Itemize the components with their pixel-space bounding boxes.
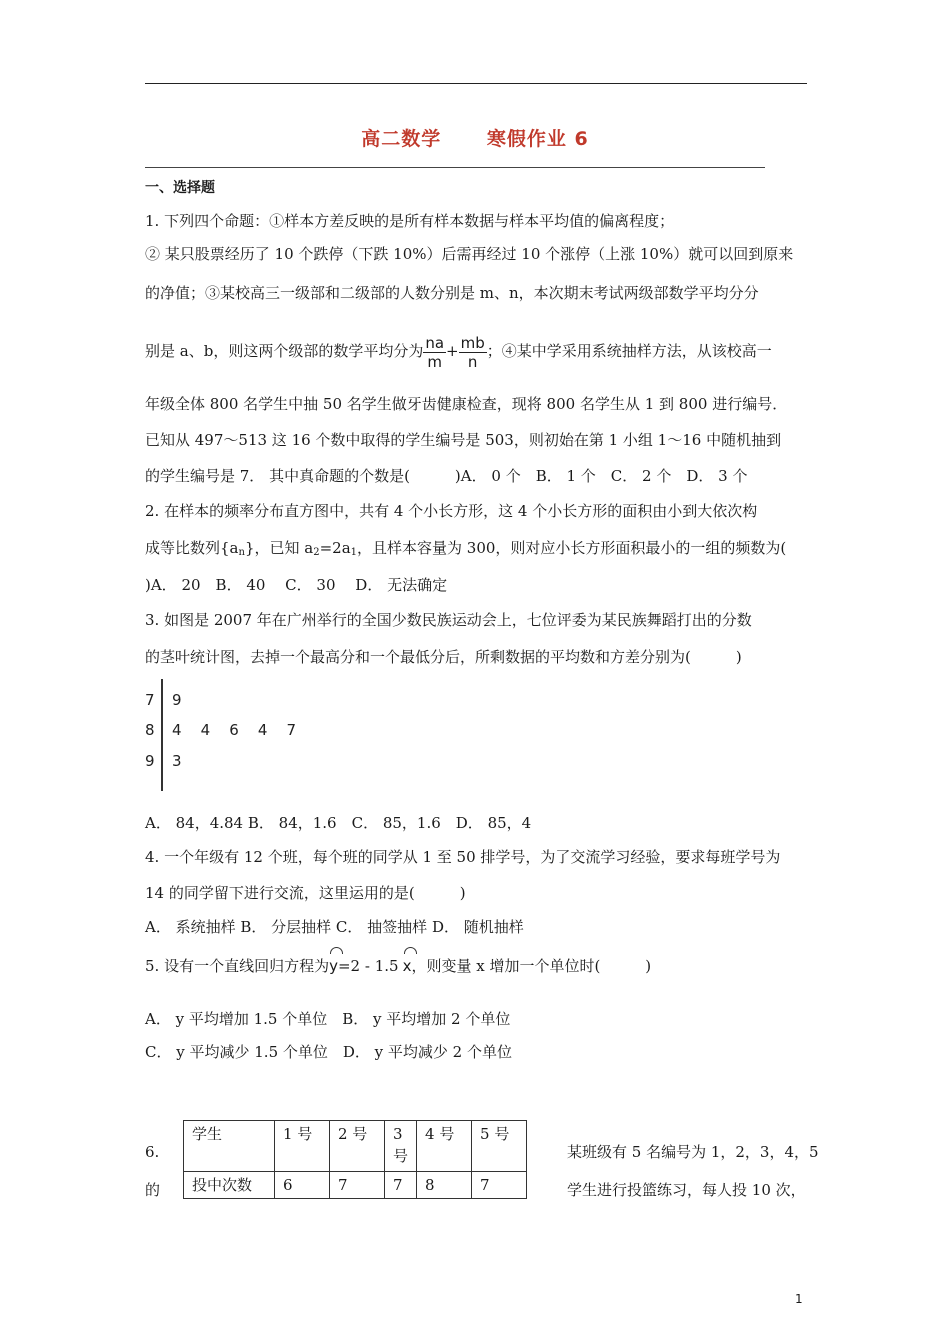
table-cell: 4 号 — [417, 1121, 472, 1172]
table-row — [184, 1121, 527, 1172]
q1-line-3: 的净值；③某校高三一级部和二级部的人数分别是 m、n，本次期末考试两级部数学平均分分 — [145, 284, 759, 302]
shooting-table — [183, 1120, 527, 1199]
q1-line-6: 已知从 497～513 这 16 个数中取得的学生编号是 503，则初始在第 1 小组 1～16 中随机抽到 — [145, 431, 782, 449]
stem-value: 7 — [145, 691, 155, 709]
q3-line-1: 3. 如图是 2007 年在广州举行的全国少数民族运动会上，七位评委为某民族舞蹈打出的分数 — [145, 611, 752, 629]
table-cell: 6 — [275, 1172, 330, 1199]
q5-options-cd: C． y 平均减少 1.5 个单位 D． y 平均减少 2 个单位 — [145, 1043, 512, 1061]
q2-text: ，且样本容量为 300，则对应小长方形面积最小的一组的频数为( — [357, 539, 787, 557]
title-underline — [145, 167, 765, 168]
table-cell: 3 号 — [385, 1121, 417, 1172]
table-cell: 7 — [330, 1172, 385, 1199]
q1-line-4-text-b: ；④某中学采用系统抽样方法，从该校高一 — [486, 342, 772, 360]
q4-line-2: 14 的同学留下进行交流，这里运用的是( ) — [145, 884, 466, 902]
fraction-denominator: n — [467, 352, 478, 371]
q5-text: =2 - 1.5 — [337, 957, 399, 975]
q2-line-1: 2. 在样本的频率分布直方图中，共有 4 个小长方形，这 4 个小长方形的面积由小到大依次构 — [145, 502, 758, 520]
q3-line-2: 的茎叶统计图，去掉一个最高分和一个最低分后，所剩数据的平均数和方差分别为( ) — [145, 648, 742, 666]
fraction-numerator: na — [425, 333, 445, 352]
leaf-values: 3 — [172, 752, 182, 770]
q1-line-1: 1. 下列四个命题：①样本方差反映的是所有样本数据与样本平均值的偏离程度； — [145, 212, 675, 230]
table-cell: 2 号 — [330, 1121, 385, 1172]
y-hat-symbol: y — [329, 957, 338, 975]
subscript: n — [238, 547, 245, 558]
q1-line-4-text-a: 别是 a、b，则这两个级部的数学平均分为 — [145, 342, 424, 360]
q5-text: ，则变量 x 增加一个单位时( ) — [411, 957, 652, 975]
stem-value: 8 — [145, 721, 155, 739]
q1-line-7: 的学生编号是 7． 其中真命题的个数是( )A． 0 个 B． 1 个 C． 2 个 D． 3 个 — [145, 467, 748, 485]
table-cell: 投中次数 — [184, 1172, 275, 1199]
plus-sign: + — [446, 342, 459, 360]
table-cell: 7 — [385, 1172, 417, 1199]
table-row — [184, 1172, 527, 1199]
fraction-denominator: m — [427, 352, 442, 371]
q2-text: }，已知 a — [244, 539, 314, 557]
q6-continuation: 的 — [145, 1181, 161, 1199]
q5-text: 5. 设有一个直线回归方程为 — [145, 957, 330, 975]
q4-line-1: 4. 一个年级有 12 个班，每个班的同学从 1 至 50 排学号，为了交流学习经验，要求每班学号为 — [145, 848, 781, 866]
fraction-na-m — [423, 334, 446, 371]
q2-line-3: )A． 20 B． 40 C． 30 D． 无法确定 — [145, 576, 448, 594]
subscript: 1 — [350, 547, 358, 558]
table-cell: 5 号 — [472, 1121, 527, 1172]
stem-value: 9 — [145, 752, 155, 770]
q4-line-3: A． 系统抽样 B． 分层抽样 C． 抽签抽样 D． 随机抽样 — [145, 918, 524, 936]
section-heading: 一、选择题 — [145, 180, 215, 196]
q1-line-2: ② 某只股票经历了 10 个跌停（下跌 10%）后需再经过 10 个涨停（上涨 10%）就可以回到原来 — [145, 245, 794, 263]
q2-text: =2a — [319, 539, 351, 557]
q6-number: 6. — [145, 1143, 160, 1161]
leaf-values: 4 4 6 4 7 — [172, 721, 297, 739]
table-cell: 8 — [417, 1172, 472, 1199]
q3-answers: A． 84，4.84 B． 84，1.6 C． 85，1.6 D． 85，4 — [145, 814, 532, 832]
fraction-numerator: mb — [460, 333, 485, 352]
q2-text: 成等比数列{a — [145, 539, 239, 557]
x-hat-symbol: x — [402, 957, 412, 975]
leaf-values: 9 — [172, 691, 182, 709]
q1-line-5: 年级全体 800 名学生中抽 50 名学生做牙齿健康检查，现将 800 名学生从 1 到 800 进行编号． — [145, 395, 788, 413]
header-rule — [145, 83, 807, 84]
q6-text-right-2: 学生进行投篮练习，每人投 10 次， — [567, 1181, 806, 1199]
q5-line-1 — [145, 956, 651, 976]
q5-options-ab: A． y 平均增加 1.5 个单位 B． y 平均增加 2 个单位 — [145, 1010, 511, 1028]
table-cell: 学生 — [184, 1121, 275, 1172]
table-cell: 7 — [472, 1172, 527, 1199]
subscript: 2 — [313, 547, 320, 558]
q6-text-right-1: 某班级有 5 名编号为 1，2，3，4，5 — [567, 1143, 819, 1161]
page-title: 高二数学 寒假作业 6 — [361, 128, 589, 150]
q2-line-2 — [145, 538, 786, 563]
q1-line-4 — [145, 331, 772, 371]
table-cell: 1 号 — [275, 1121, 330, 1172]
page-number: 1 — [795, 1292, 803, 1306]
stem-leaf-divider — [161, 679, 163, 791]
fraction-mb-n — [459, 334, 487, 371]
